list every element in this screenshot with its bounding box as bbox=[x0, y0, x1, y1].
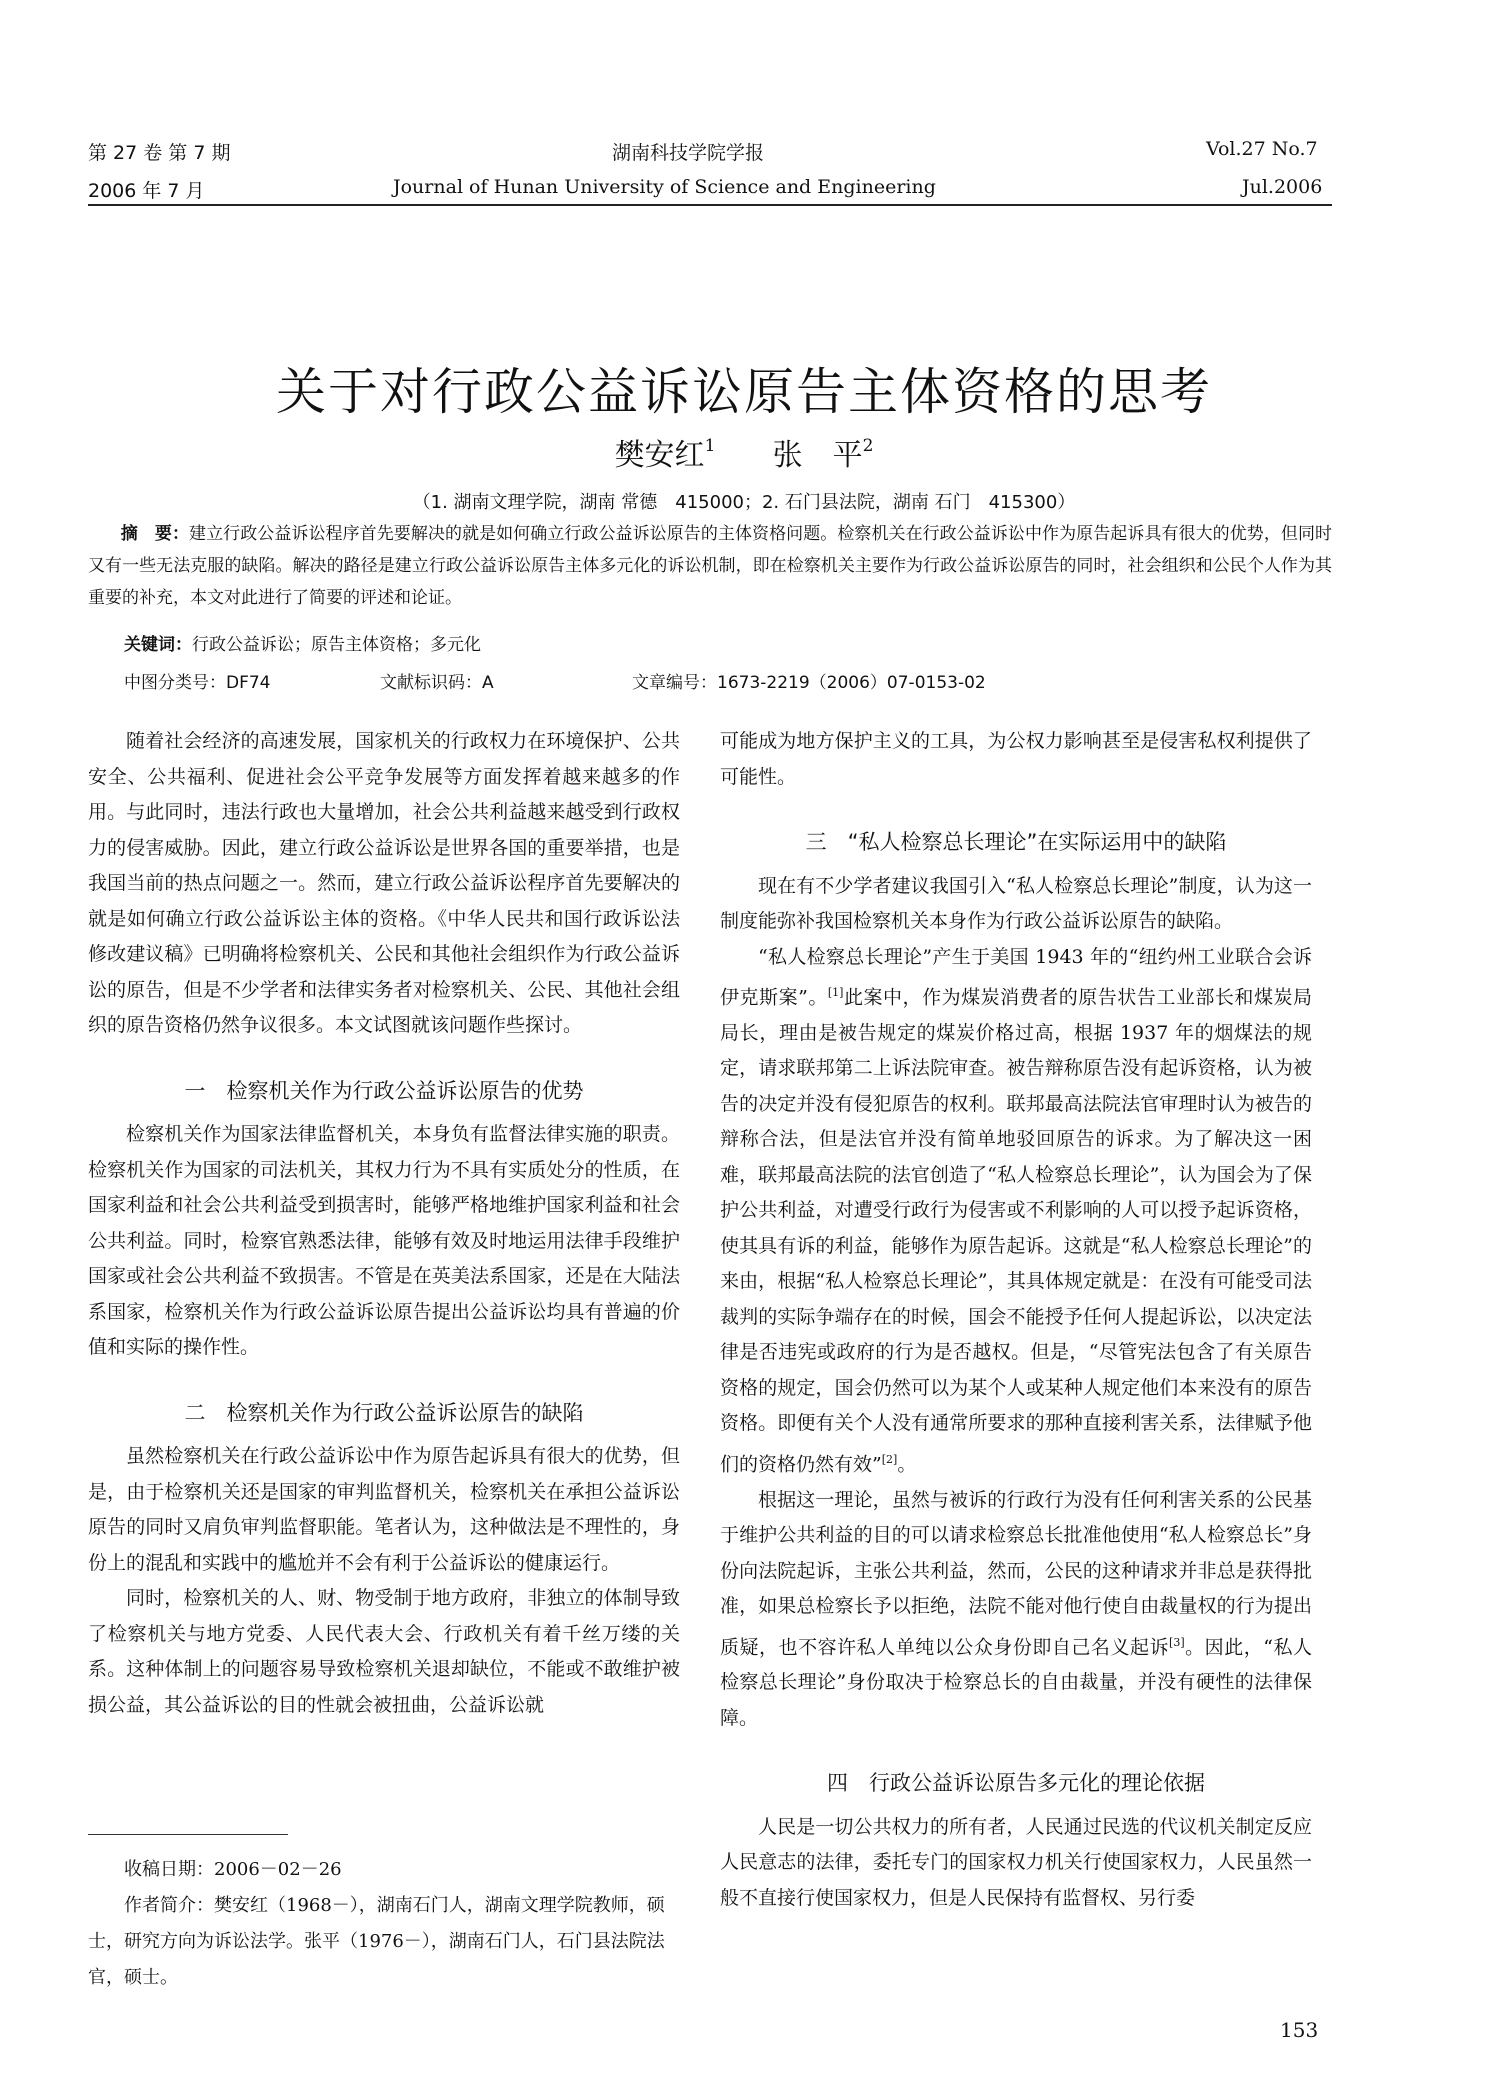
paragraph-text: 。 bbox=[897, 1453, 917, 1476]
citation: [2] bbox=[881, 1452, 898, 1466]
doc-code: 文献标识码：A bbox=[380, 673, 494, 693]
keywords bbox=[124, 630, 481, 655]
header-volume-issue: 第 27 卷 第 7 期 bbox=[88, 142, 231, 164]
paragraph-text: 。因此，“私人检察总长理论”身份取决于检察总长的自由裁量，并没有硬性的法律保障。 bbox=[720, 1635, 1312, 1729]
affiliation: （1. 湖南文理学院，湖南 常德 415000；2. 石门县法院，湖南 石门 415300） bbox=[412, 492, 1076, 513]
right-column bbox=[720, 724, 1312, 1916]
citation: [1] bbox=[827, 986, 844, 999]
paragraph: 检察机关作为国家法律监督机关，本身负有监督法律实施的职责。检察机关作为国家的司法机关，其权力行为不具有实质处分的性质，在国家利益和社会公共利益受到损害时，能够严格地维护国家利益和社会公共利益。同时，检察官熟悉法律，能够有效及时地运用法律手段维护国家或社会公共利益不致损害。不管是在英美法系国家，还是在大陆法系国家，检察机关作为行政公益诉讼原告提出公益诉讼均具有普遍的价值和实际的操作性。 bbox=[88, 1123, 680, 1358]
header-rule bbox=[88, 204, 1332, 206]
header-date-cn: 2006 年 7 月 bbox=[88, 180, 205, 202]
paragraph: 随着社会经济的高速发展，国家机关的行政权力在环境保护、公共安全、公共福利、促进社会公平竞争发展等方面发挥着越来越多的作用。与此同时，违法行政也大量增加，社会公共利益越来越受到行政权力的侵害威胁。因此，建立行政公益诉讼是世界各国的重要举措，也是我国当前的热点问题之一。然而，建立行政公益诉讼程序首先要解决的就是如何确立行政公益诉讼主体的资格。《中华人民共和国行政诉讼法修改建议稿》已明确将检察机关、公民和其他社会组织作为行政公益诉讼的原告，但是不少学者和法律实务者对检察机关、公民、其他社会组织的原告资格仍然争议很多。本文试图就该问题作些探讨。 bbox=[88, 730, 680, 1036]
paragraph: 同时，检察机关的人、财、物受制于地方政府，非独立的体制导致了检察机关与地方党委、人民代表大会、行政机关有着千丝万缕的关系。这种体制上的问题容易导致检察机关退却缺位，不能或不敢维护被损公益，其公益诉讼的目的性就会被扭曲，公益诉讼就 bbox=[88, 1587, 680, 1716]
footnote-bio: 作者简介：樊安红（1968－），湖南石门人，湖南文理学院教师，硕士，研究方向为诉讼法学。张平（1976－），湖南石门人，石门县法院法官，硕士。 bbox=[88, 1895, 665, 1988]
paragraph: 人民是一切公共权力的所有者，人民通过民选的代议机关制定反应人民意志的法律，委托专门的国家权力机关行使国家权力，人民虽然一般不直接行使国家权力，但是人民保持有监督权、另行委 bbox=[720, 1815, 1312, 1909]
footnote-received: 收稿日期：2006－02－26 bbox=[124, 1859, 342, 1880]
authors bbox=[88, 430, 1400, 474]
paragraph-text: “私人检察总长理论”产生于美国 1943 年的“纽约州工业联合会诉伊克斯案”。 bbox=[720, 945, 1312, 1009]
keywords-text: 行政公益诉讼；原告主体资格；多元化 bbox=[192, 635, 481, 655]
footnote-rule bbox=[88, 1834, 288, 1835]
abstract-text: 建立行政公益诉讼程序首先要解决的就是如何确立行政公益诉讼原告的主体资格问题。检察机关在行政公益诉讼中作为原告起诉具有很大的优势，但同时又有一些无法克服的缺陷。解决的路径是建立行政公益诉讼原告主体多元化的诉讼机制，即在检察机关主要作为行政公益诉讼原告的同时，社会组织和公民个人作为其重要的补充，本文对此进行了简要的评述和论证。 bbox=[88, 524, 1333, 608]
paragraph bbox=[720, 1483, 1312, 1737]
left-column bbox=[88, 724, 680, 1723]
author-2: 张 平 bbox=[772, 438, 863, 473]
paragraph: 现在有不少学者建议我国引入“私人检察总长理论”制度，认为这一制度能弥补我国检察机关本身作为行政公益诉讼原告的缺陷。 bbox=[720, 874, 1312, 932]
keywords-label: 关键词： bbox=[124, 635, 192, 655]
author-1-sup: 1 bbox=[704, 436, 716, 456]
section-heading-1: 一 检察机关作为行政公益诉讼原告的优势 bbox=[184, 1078, 584, 1103]
abstract bbox=[88, 518, 1332, 614]
author-2-sup: 2 bbox=[862, 436, 874, 456]
paragraph bbox=[720, 940, 1312, 1483]
header-vol-en: Vol.27 No.7 bbox=[1206, 138, 1318, 160]
paragraph-text: 此案中，作为煤炭消费者的原告状告工业部长和煤炭局局长，理由是被告规定的煤炭价格过高，根据 1937 年的烟煤法的规定，请求联邦第二上诉法院审查。被告辩称原告没有起诉资格，认为被告的决定并没有侵犯原告的权利。联邦最高法院法官审理时认为被告的辩称合法，但是法官并没有简单地驳回原告的诉求。为了解决这一困难，联邦最高法院的法官创造了“私人检察总长理论”，认为国会为了保护公共利益，对遭受行政行为侵害或不利影响的人可以授予起诉资格，使其具有诉的利益，能够作为原告起诉。这就是“私人检察总长理论”的来由，根据“私人检察总长理论”，其具体规定就是：在没有可能受司法裁判的实际争端存在的时候，国会不能授予任何人提起诉讼，以决定法律是否违宪或政府的行为是否越权。但是，“尽管宪法包含了有关原告资格的规定，国会仍然可以为某个人或某种人规定他们本来没有的原告资格。即便有关个人没有通常所要求的那种直接利害关系，法律赋予他们的资格仍然有效” bbox=[720, 986, 1312, 1476]
paragraph: 可能成为地方保护主义的工具，为公权力影响甚至是侵害私权利提供了可能性。 bbox=[720, 730, 1312, 788]
page-number: 153 bbox=[1280, 2018, 1319, 2042]
section-heading-2: 二 检察机关作为行政公益诉讼原告的缺陷 bbox=[184, 1400, 584, 1425]
paragraph-text: 根据这一理论，虽然与被诉的行政行为没有任何利害关系的公民基于维护公共利益的目的可以请求检察总长批准他使用“私人检察总长”身份向法院起诉，主张公共利益，然而，公民的这种请求并非总是获得批准，如果总检察长予以拒绝，法院不能对他行使自由裁量权的行为提出质疑，也不容许私人单纯以公众身份即自己名义起诉 bbox=[720, 1488, 1312, 1658]
article-title: 关于对行政公益诉讼原告主体资格的思考 bbox=[276, 362, 1212, 421]
clc-number: 中图分类号：DF74 bbox=[124, 673, 271, 693]
footnote bbox=[88, 1852, 680, 1996]
citation: [3] bbox=[1169, 1635, 1185, 1649]
header-journal-en: Journal of Hunan University of Science and Engineering bbox=[393, 176, 936, 198]
section-heading-4: 四 行政公益诉讼原告多元化的理论依据 bbox=[827, 1771, 1205, 1796]
paragraph: 虽然检察机关在行政公益诉讼中作为原告起诉具有很大的优势，但是，由于检察机关还是国家的审判监督机关，检察机关在承担公益诉讼原告的同时又肩负审判监督职能。笔者认为，这种做法是不理性的，身份上的混乱和实践中的尴尬并不会有利于公益诉讼的健康运行。 bbox=[88, 1445, 680, 1574]
header-date-en: Jul.2006 bbox=[1242, 176, 1323, 198]
article-number: 文章编号：1673-2219（2006）07-0153-02 bbox=[632, 673, 986, 693]
header-journal-cn: 湖南科技学院学报 bbox=[612, 142, 765, 164]
section-heading-3: 三 “私人检察总长理论”在实际运用中的缺陷 bbox=[805, 830, 1227, 854]
abstract-label: 摘 要： bbox=[120, 524, 190, 544]
author-1: 樊安红 bbox=[614, 438, 705, 473]
